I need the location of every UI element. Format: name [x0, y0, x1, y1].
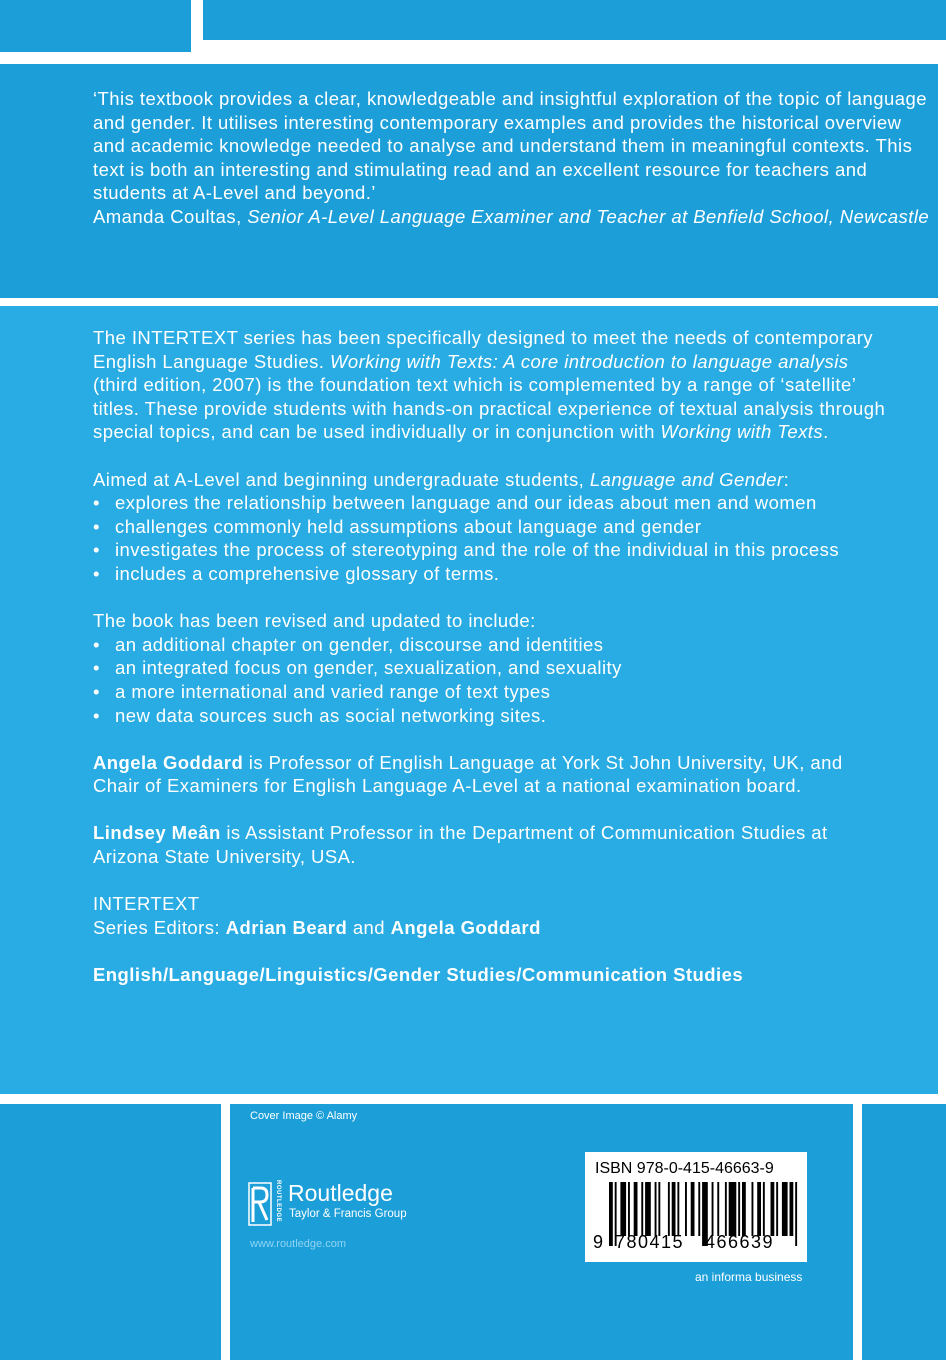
barcode-digits-left: 780415 [615, 1232, 685, 1252]
cover-image-credit: Cover Image © Alamy [250, 1110, 358, 1122]
top-left-panel [0, 0, 191, 52]
publisher-name: Routledge [288, 1180, 393, 1206]
book-title: Language and Gender [589, 468, 784, 490]
list-item: • investigates the process of stereotyping and the role of the individual in this process [93, 538, 893, 562]
endorsement-author: Amanda Coultas, [93, 205, 242, 227]
barcode-bar [742, 1182, 746, 1236]
barcode-bar [698, 1182, 700, 1236]
series-intro: The INTERTEXT series has been specifically designed to meet the needs of contemporary English Language Studies. Working with Texts: A core introduction to language analysis (third edition, 2007) is the foundation text which is complemented by a range of ‘satellite’ titles. These provide students with hands-on practical experience of textual analysis through special topics, and can be used individually or in conjunction with Working with Texts. [93, 327, 886, 443]
description-body [93, 326, 893, 1010]
editor-name: Adrian Beard [225, 916, 348, 938]
barcode-bar [668, 1182, 670, 1236]
endorsement-role: Senior A-Level Language Examiner and Teacher at Benfield School, Newcastle [247, 205, 930, 227]
barcode-bar [609, 1182, 613, 1246]
list-item: • an additional chapter on gender, discourse and identities [93, 633, 893, 657]
barcode-bar [725, 1182, 727, 1236]
barcode-bar [620, 1182, 626, 1236]
barcode-bar [795, 1182, 797, 1246]
author-name: Angela Goddard [93, 751, 244, 773]
aimed-lead: Aimed at A-Level and beginning undergraduate students, Language and Gender: [93, 468, 790, 490]
list-item: • a more international and varied range of text types [93, 680, 893, 704]
barcode-bar [782, 1182, 788, 1236]
list-item: • new data sources such as social networking sites. [93, 704, 893, 728]
barcode-bar [738, 1182, 740, 1236]
editor-name: Angela Goddard [390, 916, 541, 938]
series-editors: INTERTEXT Series Editors: Adrian Beard and Angela Goddard [93, 893, 541, 938]
routledge-r-icon [248, 1182, 272, 1226]
barcode-bar [776, 1182, 778, 1236]
list-item: • includes a comprehensive glossary of terms. [93, 562, 893, 586]
author-bio-goddard: Angela Goddard is Professor of English Language at York St John University, UK, and Chair of Examiners for English Language A-Level at a national examination board. [93, 751, 843, 797]
list-item: • explores the relationship between language and our ideas about men and women [93, 491, 893, 515]
barcode-bar [752, 1182, 754, 1236]
barcode-bar [717, 1182, 719, 1236]
routledge-r-logo-icon [248, 1182, 272, 1226]
top-right-panel [203, 0, 946, 40]
endorsement-quote: ‘This textbook provides a clear, knowledgeable and insightful exploration of the topic of language and gender. It utilises interesting contemporary examples and provides the historical overview and academic knowledge needed to analyse and understand them in meaningful contexts. This text is both an interesting and stimulating read and an excellent resource for teachers and students at A-Level and beyond.’ [93, 88, 927, 204]
bottom-left-panel [0, 1104, 221, 1360]
description-panel [0, 306, 938, 1094]
barcode-bar [729, 1182, 737, 1236]
author-name: Lindsey Meân [93, 822, 221, 844]
barcode-bar [771, 1182, 775, 1236]
barcode-bar [691, 1182, 695, 1236]
barcode-bar [757, 1182, 761, 1236]
isbn-label: ISBN 978-0-415-46663-9 [595, 1160, 774, 1177]
barcode-digit-prefix: 9 [593, 1232, 604, 1252]
barcode-bar [685, 1182, 687, 1236]
series-name: INTERTEXT [93, 893, 200, 915]
barcode-bar [645, 1182, 651, 1236]
revised-lead: The book has been revised and updated to include: [93, 610, 536, 632]
routledge-vertical-text: ROUTLEDGE [275, 1180, 281, 1223]
endorsement-attribution [93, 205, 928, 229]
barcode-bar [677, 1182, 679, 1236]
barcode-bar [658, 1182, 660, 1236]
revisions-list [93, 633, 893, 727]
informa-tagline: an informa business [695, 1270, 803, 1284]
bottom-right-panel [862, 1104, 946, 1360]
barcode-bar [634, 1182, 638, 1236]
routledge-logo [248, 1178, 438, 1230]
features-list [93, 491, 893, 585]
endorsement [93, 87, 928, 229]
barcode-bar [672, 1182, 676, 1236]
foundation-title: Working with Texts: A core introduction to language analysis [329, 350, 849, 372]
barcode-bar [712, 1182, 714, 1236]
publisher-group: Taylor & Francis Group [289, 1208, 407, 1220]
author-bio-mean: Lindsey Meân is Assistant Professor in the Department of Communication Studies at Arizona State University, USA. [93, 822, 828, 868]
barcode-bar [655, 1182, 657, 1236]
barcode-bar [790, 1182, 794, 1236]
barcode-bar [641, 1182, 643, 1236]
subject-categories: English/Language/Linguistics/Gender Studies/Communication Studies [93, 964, 744, 986]
quote-panel [0, 64, 938, 298]
barcode-bar [628, 1182, 630, 1236]
bottom-center-panel [230, 1104, 853, 1360]
barcode-digits-right: 466639 [705, 1232, 775, 1252]
list-item: • challenges commonly held assumptions about language and gender [93, 515, 893, 539]
foundation-title-short: Working with Texts [660, 421, 824, 443]
list-item: • an integrated focus on gender, sexualization, and sexuality [93, 656, 893, 680]
barcode-bar [763, 1182, 765, 1236]
publisher-url[interactable]: www.routledge.com [250, 1238, 346, 1250]
barcode-box [585, 1152, 807, 1262]
